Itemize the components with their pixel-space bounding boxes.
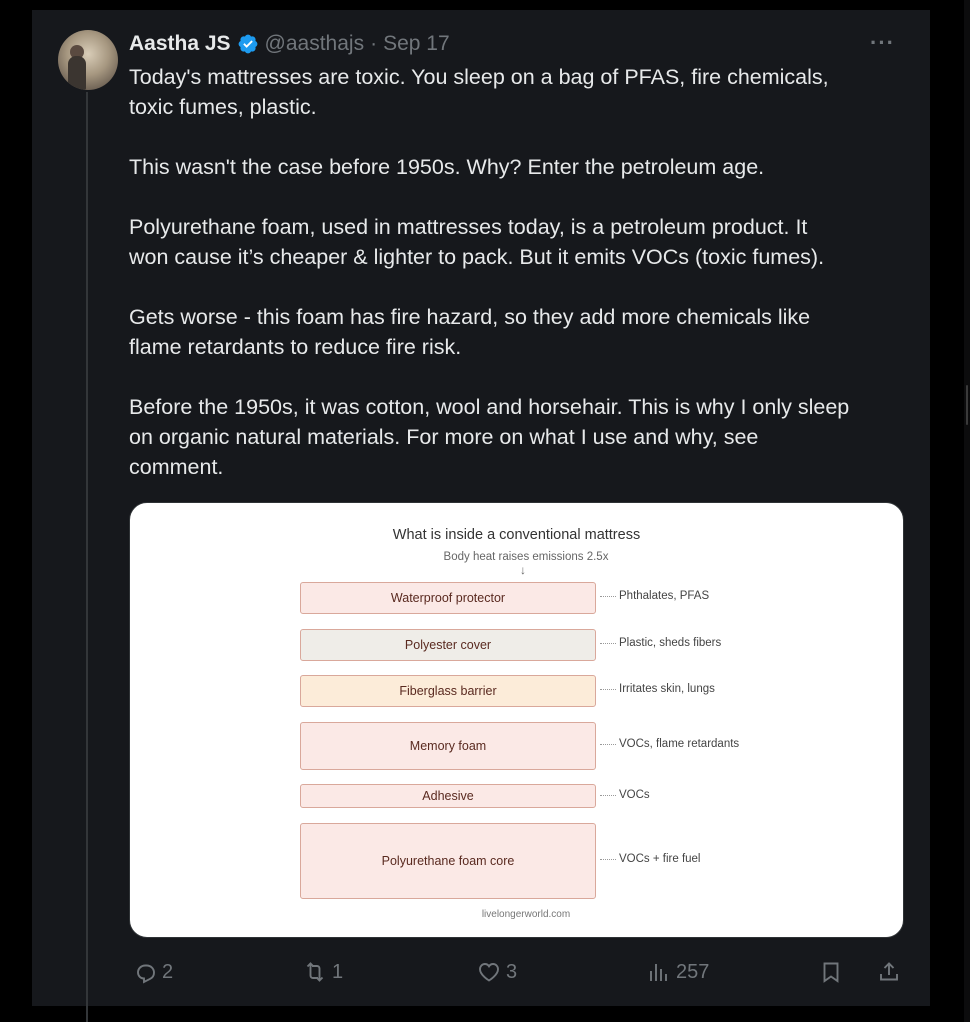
right-edge <box>964 0 970 1022</box>
action-bar <box>129 955 909 989</box>
layer-note-text: VOCs, flame retardants <box>619 738 740 750</box>
bookmark-button[interactable] <box>819 955 843 989</box>
diagram-title: What is inside a conventional mattress <box>392 527 641 543</box>
layer-label: Polyester cover <box>404 638 492 652</box>
layer-note <box>600 590 709 602</box>
scrollbar[interactable] <box>966 385 968 425</box>
layer-note <box>600 637 721 649</box>
layer-note-text: Phthalates, PFAS <box>619 590 710 602</box>
leader-line <box>600 795 616 796</box>
layer-note-text: VOCs + fire fuel <box>619 853 701 865</box>
layer-box <box>300 722 596 770</box>
layer-box <box>300 675 596 707</box>
repost-button[interactable] <box>303 955 343 989</box>
leader-line <box>600 744 616 745</box>
reply-icon <box>133 960 157 984</box>
thread-line <box>86 92 88 1022</box>
layer-label: Memory foam <box>409 739 487 753</box>
layer-note <box>600 853 701 865</box>
leader-line <box>600 859 616 860</box>
author-handle[interactable]: @aasthajs <box>264 32 365 55</box>
layer-box <box>300 582 596 614</box>
tweet-paragraph: Gets worse - this foam has fire hazard, so they add more chemicals like flame retardants to reduce fire risk. <box>129 305 811 359</box>
repost-icon <box>303 960 327 984</box>
views-button[interactable] <box>647 955 709 989</box>
layer-note <box>600 683 715 695</box>
tweet-date[interactable]: Sep 17 <box>383 32 450 55</box>
layer-box <box>300 784 596 808</box>
media-image[interactable] <box>129 502 904 938</box>
layer-note <box>600 738 739 750</box>
bookmark-icon <box>819 960 843 984</box>
layer-label: Adhesive <box>422 789 474 803</box>
tweet-text <box>129 62 919 512</box>
avatar-figure <box>68 56 86 90</box>
share-icon <box>877 960 901 984</box>
layer-note-text: Plastic, sheds fibers <box>619 637 722 649</box>
tweet-paragraph: This wasn't the case before 1950s. Why? Enter the petroleum age. <box>129 155 765 179</box>
layer-note-text: VOCs <box>619 789 650 801</box>
down-arrow-icon: ↓ <box>520 563 526 577</box>
tweet-paragraph: Polyurethane foam, used in mattresses today, is a petroleum product. It won cause it’s cheaper & lighter to pack. But it emits VOCs (toxic fumes). <box>129 215 825 269</box>
layer-box <box>300 823 596 899</box>
leader-line <box>600 689 616 690</box>
leader-line <box>600 643 616 644</box>
more-options-icon[interactable]: ··· <box>870 30 895 55</box>
views-icon <box>647 960 671 984</box>
tweet-paragraph: Before the 1950s, it was cotton, wool and horsehair. This is why I only sleep on organic natural materials. For more on what I use and why, see comment. <box>129 395 850 479</box>
layer-note <box>600 789 650 801</box>
tweet-paragraph: Today's mattresses are toxic. You sleep on a bag of PFAS, fire chemicals, toxic fumes, plastic. <box>129 65 829 119</box>
verified-badge-icon <box>237 33 259 55</box>
repost-count: 1 <box>332 960 344 983</box>
like-count: 3 <box>506 960 518 983</box>
left-margin <box>0 0 32 1022</box>
reply-button[interactable] <box>133 955 173 989</box>
tweet-header <box>129 28 450 60</box>
views-count: 257 <box>676 960 710 983</box>
layer-label: Waterproof protector <box>390 591 506 605</box>
author-name[interactable]: Aastha JS <box>129 32 231 55</box>
heart-icon <box>477 960 501 984</box>
separator: · <box>370 32 378 55</box>
avatar[interactable] <box>58 30 118 90</box>
diagram-subtitle: Body heat raises emissions 2.5x <box>443 551 609 563</box>
reply-count: 2 <box>162 960 174 983</box>
like-button[interactable] <box>477 955 517 989</box>
layer-label: Fiberglass barrier <box>399 684 497 698</box>
leader-line <box>600 596 616 597</box>
layer-box <box>300 629 596 661</box>
layer-note-text: Irritates skin, lungs <box>619 683 715 695</box>
layer-label: Polyurethane foam core <box>381 854 515 868</box>
share-button[interactable] <box>877 955 901 989</box>
image-credit: livelongerworld.com <box>481 909 571 920</box>
